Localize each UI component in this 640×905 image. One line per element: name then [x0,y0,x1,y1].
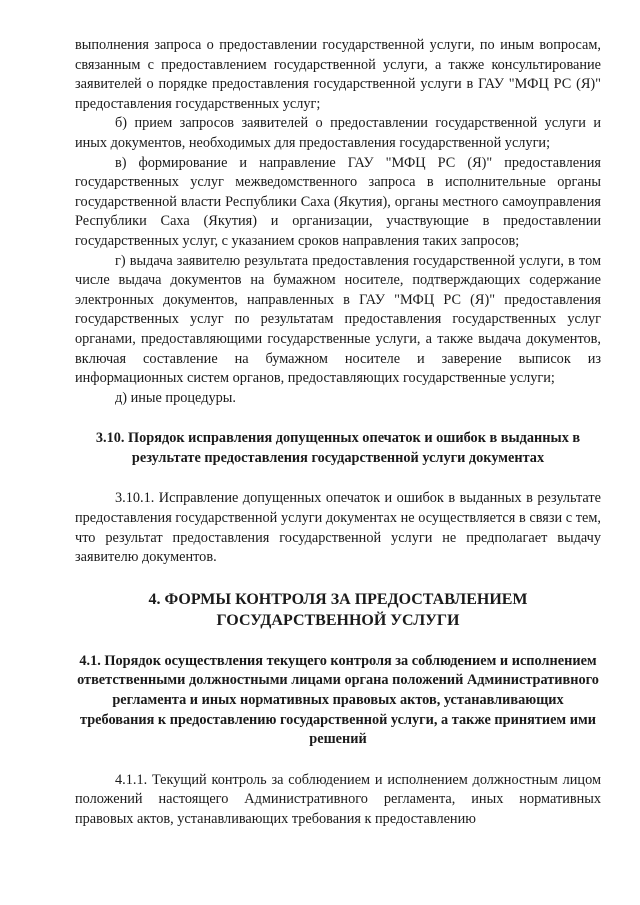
paragraph-3-10-1: 3.10.1. Исправление допущенных опечаток и ошибок в выданных в результате предоставления государственной услуги документах не осуществляется в связи с тем, что результат предоставления государственной услуги не предполагает выдачу заявителю документов. [75,490,601,566]
paragraph-continuation: выполнения запроса о предоставлении государственной услуги, по иным вопросам, связанным с предоставлением государственной услуги, а также консультирование заявителей о порядке предоставления государственной услуги в ГАУ "МФЦ РС (Я)" предоставления государственных услуг; [75,37,601,112]
chapter-heading-4: 4. ФОРМЫ КОНТРОЛЯ ЗА ПРЕДОСТАВЛЕНИЕМ ГОСУДАРСТВЕННОЙ УСЛУГИ [148,590,528,629]
section-heading-3-10: 3.10. Порядок исправления допущенных опечаток и ошибок в выданных в результате предоставления государственной услуги документах [95,430,581,466]
paragraph-4-1-1: 4.1.1. Текущий контроль за соблюдением и исполнением должностным лицом положений настоящего Административного регламента, иных нормативных правовых актов, устанавливающих требования к предоставлению [75,771,601,827]
list-item-g: г) выдача заявителю результата предоставления государственной услуги, в том числе выдача документов на бумажном носителе, подтверждающих содержание электронных документов, направленных в ГАУ "МФЦ РС (Я)" предоставления государственных услуг по результатам предоставления государственных услуг органами, предоставляющими государственные услуги, а также выдача документов, включая составление на бумажном носителе и заверение выписок из информационных систем органов, предоставляющих государственные услуги; [75,252,601,387]
list-item-d: д) иные процедуры. [115,389,236,406]
section-heading-4-1: 4.1. Порядок осуществления текущего контроля за соблюдением и исполнением ответственными должностными лицами органа положений Административного регламента и иных нормативных правовых актов, устанавливающих требования к предоставлению государственной услуги, а также принятием ими решений [77,652,599,748]
document-page [75,36,601,830]
list-item-v: в) формирование и направление ГАУ "МФЦ РС (Я)" предоставления государственных услуг межведомственного запроса в исполнительные органы государственной власти Республики Саха (Якутия), органы местного самоуправления Республики Саха (Якутия) и организации, участвующие в предоставлении государственных услуг, с указанием сроков направления таких запросов; [75,154,601,249]
list-item-b: б) прием запросов заявителей о предоставлении государственной услуги и иных документов, необходимых для предоставления государственной услуги; [75,115,601,151]
